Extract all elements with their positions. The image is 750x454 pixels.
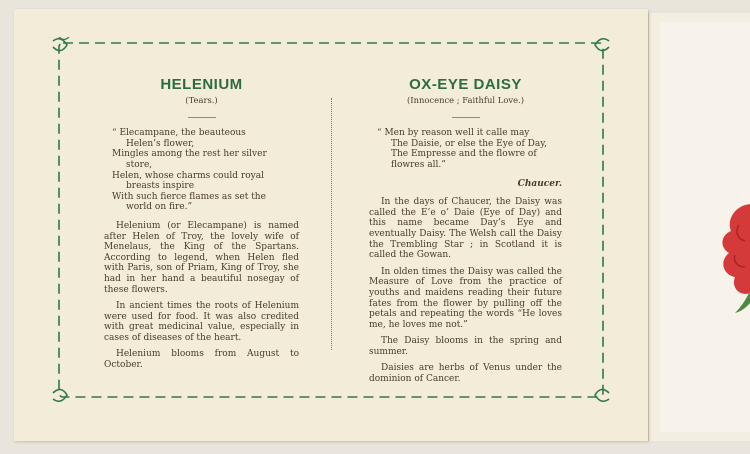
helenium-subtitle: (Tears.) (185, 94, 218, 105)
verse-line: The Empresse and the flowre of (391, 149, 537, 160)
verse-author: Chaucer. (517, 178, 562, 189)
helenium-column (104, 76, 299, 377)
oxeye-paragraph: In olden times the Daisy was called the Measure of Love from the practice of youths and maidens reading their future fates from the flower by pulling off the petals and repeating the words “He loves me, he loves me not.” (369, 266, 562, 330)
oxeye-subtitle: (Innocence ; Faithful Love.) (407, 94, 524, 105)
verse-line: With such fierce flames as set the (112, 191, 266, 202)
verse-line: “ Elecampane, the beauteous (112, 128, 246, 139)
verse-line: flowres all.” (391, 159, 446, 170)
oxeye-paragraph: Daisies are herbs of Venus under the dominion of Cancer. (369, 363, 562, 385)
verse-line: Helen, whose charms could royal (112, 170, 264, 181)
verse-line: The Daisie, or else the Eye of Day, (391, 138, 547, 149)
title-rule (452, 117, 480, 118)
helenium-verse (112, 128, 299, 213)
oxeye-paragraph: In the days of Chaucer, the Daisy was called the E’e o’ Daie (Eye of Day) and this name became Day’s Eye and eventually Daisy. The Welsh call the Daisy the Trembling Star ; in Scotland it is called the Gowan. (369, 197, 562, 261)
oxeye-title: OX-EYE DAISY (409, 76, 522, 93)
oxeye-paragraph: The Daisy blooms in the spring and summer. (369, 336, 562, 357)
verse-line: Mingles among the rest her silver (112, 149, 267, 160)
helenium-paragraph: Helenium (or Elecampane) is named after Helen of Troy, the lovely wife of Menelaus, the King of the Spartans. According to legend, when Helen fled with Paris, son of Priam, King of Troy, she had in her hand a beautiful nosegay of these flowers. (104, 220, 299, 295)
carnation-icon (705, 195, 750, 325)
helenium-paragraph: Helenium blooms from August to October. (104, 349, 299, 371)
helenium-paragraph: In ancient times the roots of Helenium were used for food. It was also credited with great medicinal value, especially in cases of diseases of the heart. (104, 301, 299, 343)
helenium-title: HELENIUM (160, 76, 243, 93)
oxeye-column (369, 76, 562, 391)
verse-line: Helen’s flower, (126, 138, 195, 149)
verse-line: breasts inspire (126, 181, 195, 192)
verse-line: “ Men by reason well it calle may (377, 128, 530, 139)
oxeye-verse (377, 128, 562, 170)
verse-line: store, (126, 159, 153, 170)
title-rule (188, 117, 216, 118)
verse-line: world on fire.” (126, 202, 193, 213)
column-divider (331, 98, 332, 350)
